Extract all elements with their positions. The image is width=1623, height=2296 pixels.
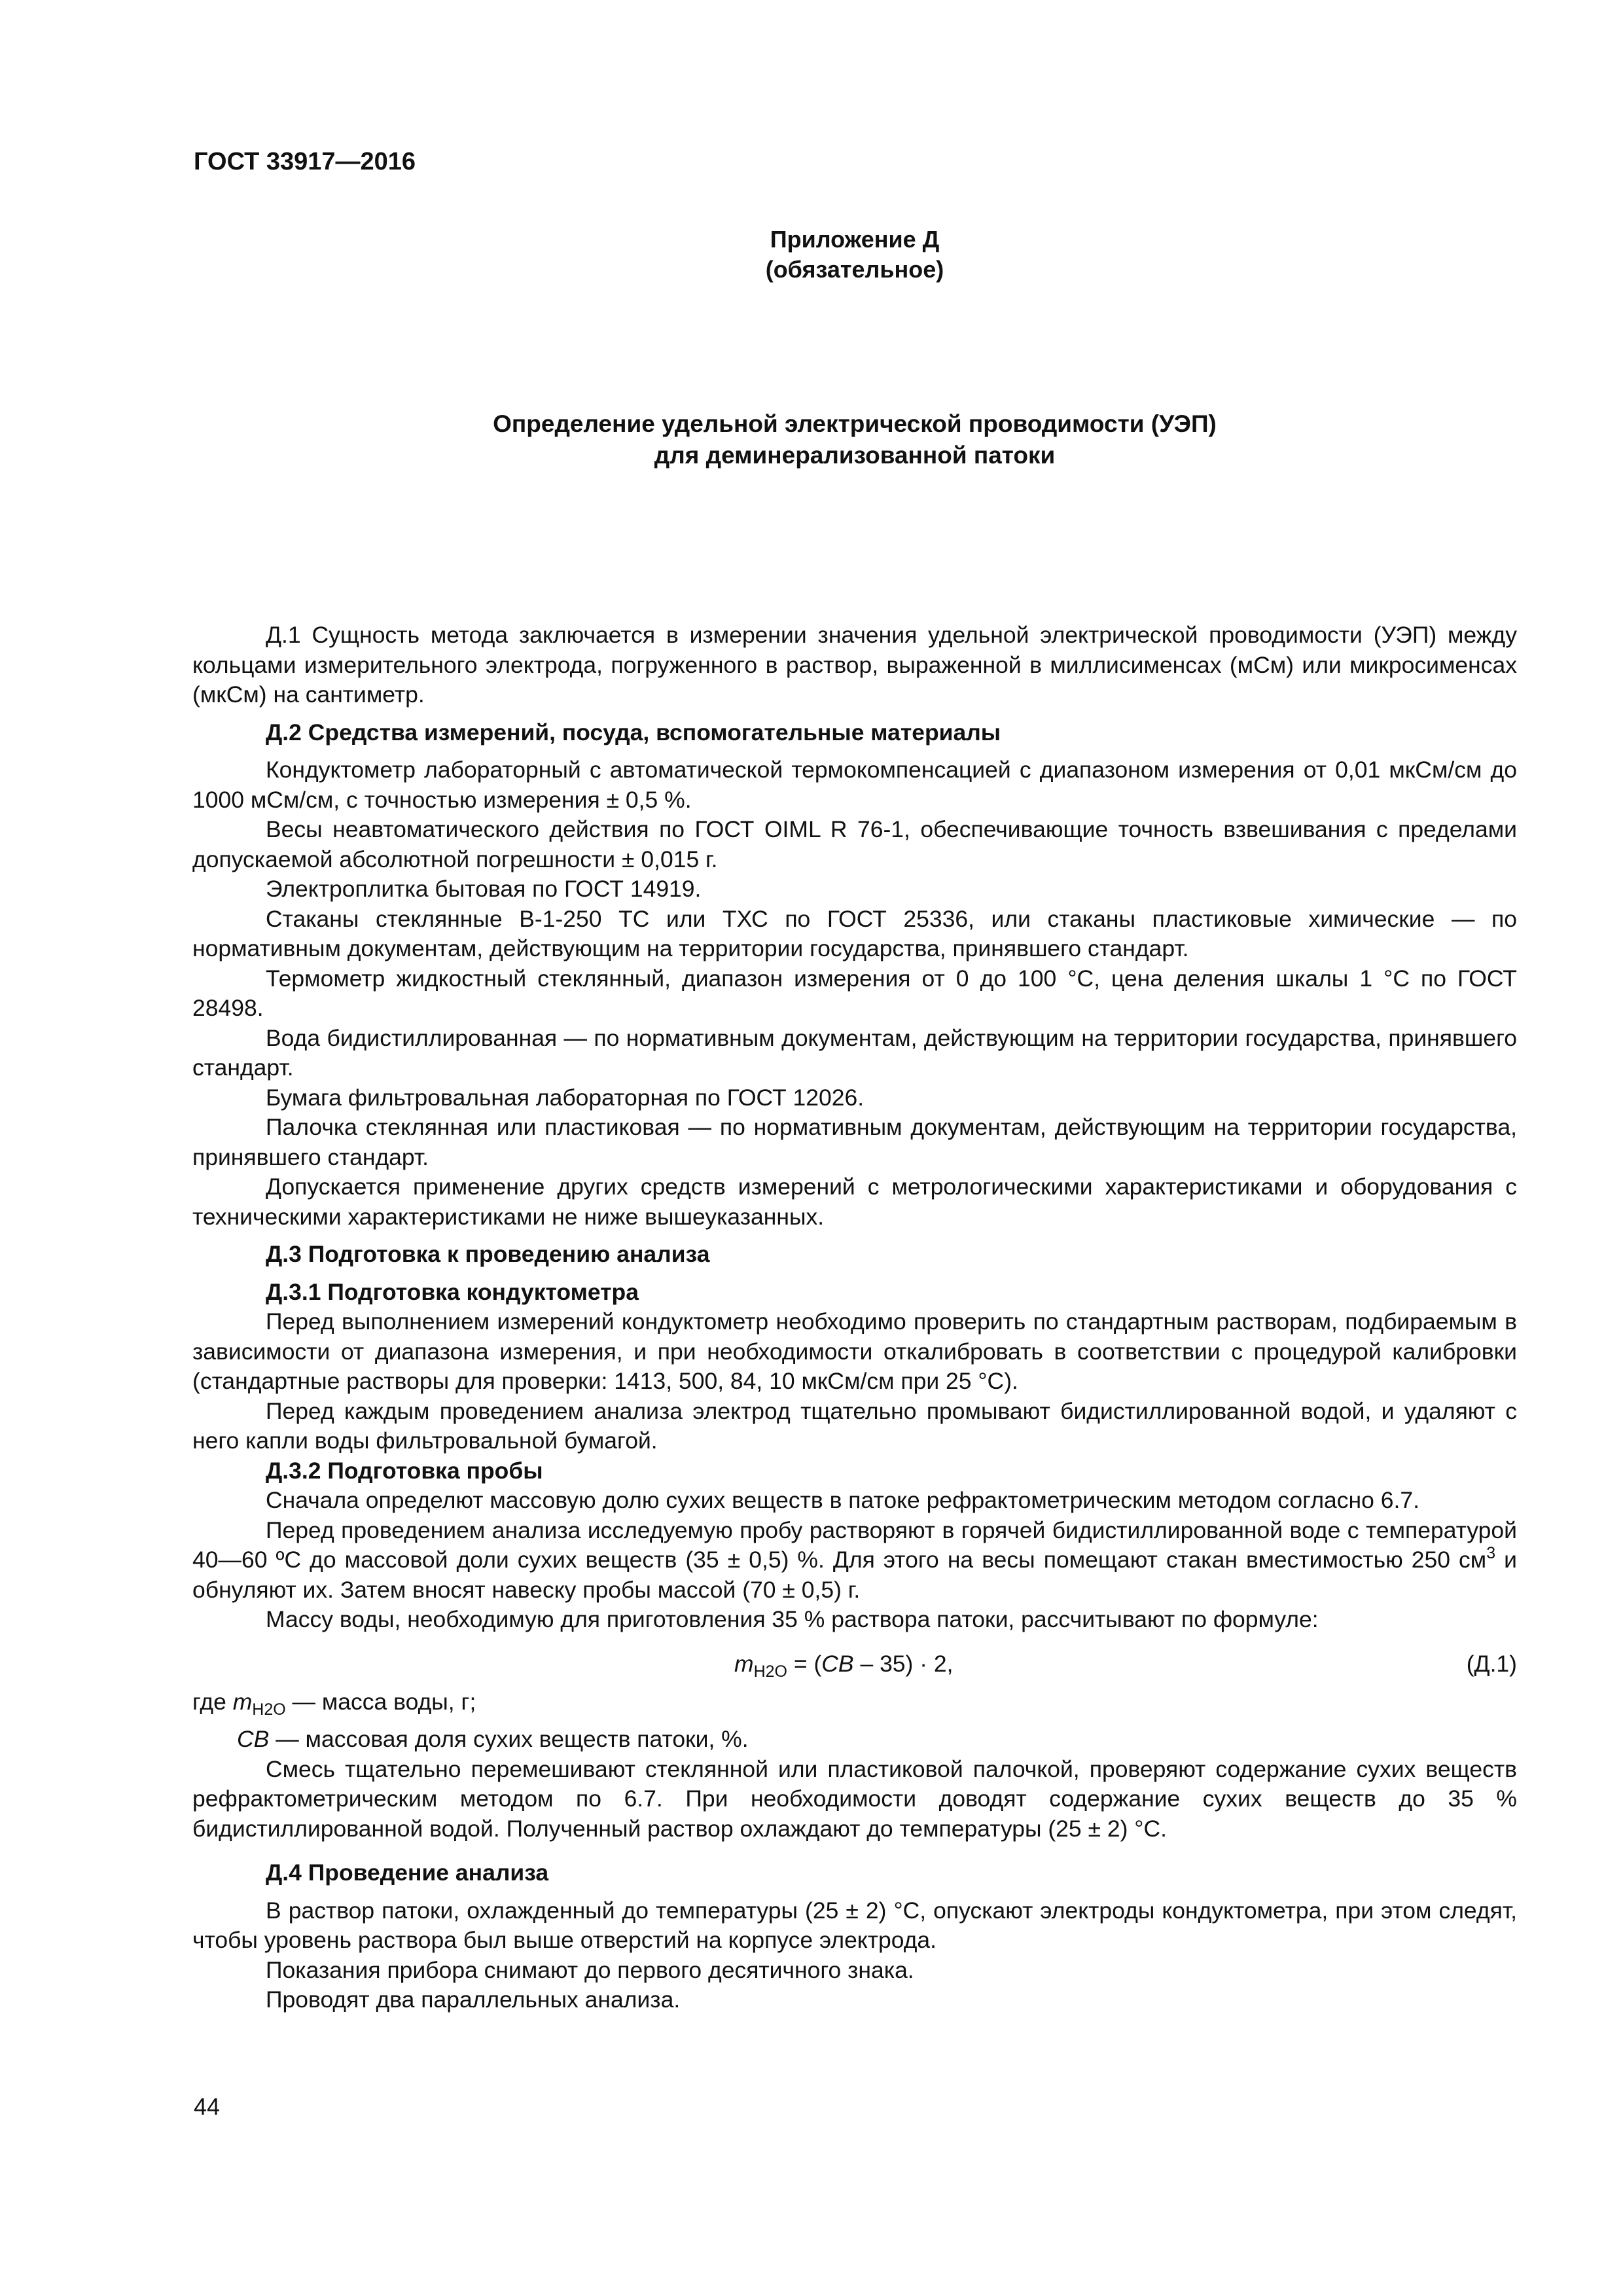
paragraph: Кондуктометр лабораторный с автоматической термокомпенсацией с диапазоном измерения от 0,01 мкСм/см до 1000 мСм/см, с точностью измерения ± 0,5 %. xyxy=(192,757,1517,813)
paragraph: Бумага фильтровальная лабораторная по ГОСТ 12026. xyxy=(266,1084,865,1111)
paragraph: В раствор патоки, охлажденный до температуры (25 ± 2) °С, опускают электроды кондуктометра, при этом следят, чтобы уровень раствора был выше отверстий на корпусе электрода. xyxy=(192,1897,1517,1953)
page-number: 44 xyxy=(194,2093,221,2120)
paragraph: Палочка стеклянная или пластиковая — по нормативным документам, действующим на территории государства, принявшего стандарт. xyxy=(192,1114,1517,1170)
paragraph: Стаканы стеклянные В-1-250 ТС или ТХС по ГОСТ 25336, или стаканы пластиковые химические — по нормативным документам, действующим на территории государства, принявшего стандарт. xyxy=(192,905,1517,961)
formula-variable: m xyxy=(734,1650,754,1677)
paragraph: Смесь тщательно перемешивают стеклянной или пластиковой палочкой, проверяют содержание сухих веществ рефрактометрическим методом по 6.7. При необходимости доводят содержание сухих веществ до 35 % бидистиллированной водой. Полученный раствор охлаждают до температуры (25 ± 2) °С. xyxy=(192,1755,1517,1842)
paragraph: Электроплитка бытовая по ГОСТ 14919. xyxy=(266,876,702,902)
paragraph-with-superscript xyxy=(192,1516,1517,1605)
legend-line xyxy=(192,1687,1517,1725)
annex-title: Приложение Д xyxy=(770,226,940,253)
paragraph: Перед каждым проведением анализа электрод тщательно промывают бидистиллированной водой, и удаляют с него капли воды фильтровальной бумагой. xyxy=(192,1397,1517,1454)
formula xyxy=(734,1649,954,1687)
legend-line xyxy=(192,1725,1517,1755)
paragraph: Сначала определют массовую долю сухих веществ в патоке рефрактометрическим методом согласно 6.7. xyxy=(266,1487,1419,1513)
formula-row xyxy=(192,1644,1517,1685)
section-d31-heading: Д.3.1 Подготовка кондуктометра xyxy=(266,1278,639,1305)
superscript: 3 xyxy=(1486,1544,1496,1562)
section-d2-heading: Д.2 Средства измерений, посуда, вспомогательные материалы xyxy=(266,719,1001,745)
document-body xyxy=(192,620,1517,2015)
section-d4-heading: Д.4 Проведение анализа xyxy=(266,1859,549,1886)
paragraph: Массу воды, необходимую для приготовления 35 % раствора патоки, рассчитывают по формуле: xyxy=(266,1606,1319,1632)
section-d1-paragraph: Д.1 Сущность метода заключается в измерении значения удельной электрической проводимости (УЭП) между кольцами измерительного электрода, погруженного в раствор, выраженной в миллисименсах (мСм) или микросименсах (мкСм) на сантиметр. xyxy=(192,622,1517,708)
paragraph: Показания прибора снимают до первого десятичного знака. xyxy=(266,1956,914,1983)
formula-subscript: H2O xyxy=(753,1662,787,1681)
legend-description: — масса воды, г; xyxy=(285,1688,476,1715)
legend-prefix: где xyxy=(192,1688,233,1715)
formula-variable: СВ xyxy=(821,1650,854,1677)
section-d32-heading: Д.3.2 Подготовка пробы xyxy=(266,1457,543,1484)
paragraph: Вода бидистиллированная — по нормативным документам, действующим на территории государства, принявшего стандарт. xyxy=(192,1024,1517,1081)
paragraph: Перед выполнением измерений кондуктометр необходимо проверить по стандартным растворам, подбираемым в зависимости от диапазона измерения, и при необходимости откалибровать в соответствии с процедурой калибровки (стандартные растворы для проверки: 1413, 500, 84, 10 мкСм/см при 25 °С). xyxy=(192,1308,1517,1394)
section-d3-heading: Д.3 Подготовка к проведению анализа xyxy=(266,1241,710,1267)
text-fragment: Перед проведением анализа исследуемую пробу растворяют в горячей бидистиллированной воде с температурой 40—60 ºС до массовой доли сухих веществ (35 ± 0,5) %. Для этого на весы помещают стакан вместимостью 250 см xyxy=(192,1516,1517,1573)
formula-text: = ( xyxy=(787,1650,822,1677)
legend-variable: СВ xyxy=(237,1726,270,1752)
document-title-line-1: Определение удельной электрической проводимости (УЭП) xyxy=(493,410,1217,437)
legend-variable: m xyxy=(232,1688,253,1715)
legend-description: — массовая доля сухих веществ патоки, %. xyxy=(269,1726,749,1752)
paragraph: Допускается применение других средств измерений с метрологическими характеристиками и оборудования с техническими характеристиками не ниже вышеуказанных. xyxy=(192,1174,1517,1230)
formula-legend xyxy=(192,1687,1517,1755)
paragraph: Проводят два параллельных анализа. xyxy=(266,1986,681,2013)
formula-number: (Д.1) xyxy=(1466,1650,1517,1677)
document-title-line-2: для деминерализованной патоки xyxy=(654,442,1056,469)
text-fragment: и обнуляют их. Затем вносят навеску пробы массой (70 ± 0,5) г. xyxy=(192,1547,1517,1603)
standard-code: ГОСТ 33917—2016 xyxy=(194,148,416,175)
annex-status: (обязательное) xyxy=(765,256,944,283)
legend-subscript: H2O xyxy=(252,1700,286,1719)
paragraph: Весы неавтоматического действия по ГОСТ OIML R 76-1, обеспечивающие точность взвешивания с пределами допускаемой абсолютной погрешности ± 0,015 г. xyxy=(192,816,1517,872)
formula-text: – 35) · 2, xyxy=(853,1650,954,1677)
paragraph: Термометр жидкостный стеклянный, диапазон измерения от 0 до 100 °С, цена деления шкалы 1 °С по ГОСТ 28498. xyxy=(192,965,1517,1021)
